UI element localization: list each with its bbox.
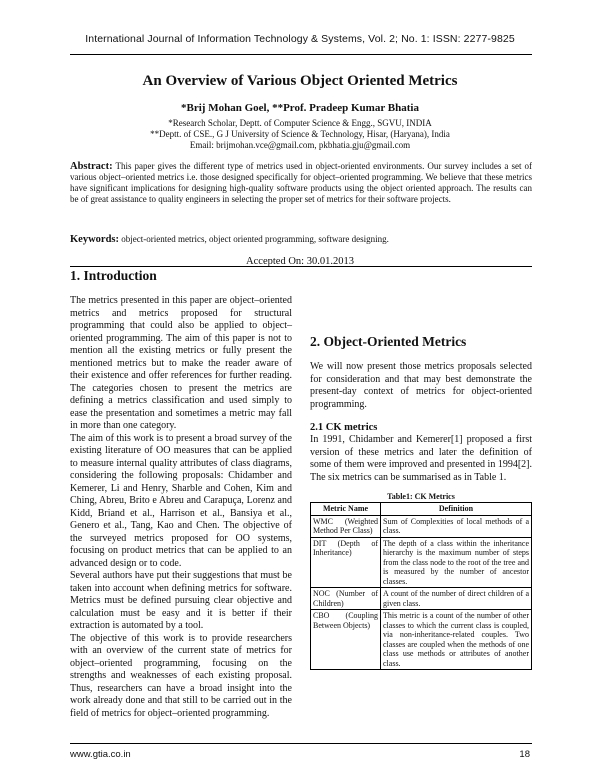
intro-heading: 1. Introduction [70, 268, 157, 283]
keywords-label: Keywords: [70, 234, 119, 245]
intro-paragraph-1: The metrics presented in this paper are object–oriented metrics and metrics proposed for structural programming that could also be applied to object–oriented programming. The aim of this paper is not to mention all the existing metrics or fully present the mentioned metrics but to make the reader aware of their existence and offer references for further reading. The categories chosen to present the metrics are defining a metrics classification and used simply to ease the presentation and sometimes a metric may fall in more than one category. [70, 295, 292, 431]
keywords-text: object-oriented metrics, object oriented programming, software designing. [119, 234, 389, 244]
table-row [311, 588, 532, 610]
table-row [311, 537, 532, 588]
table-header-definition: Definition [381, 503, 532, 516]
metric-definition-cell: A count of the number of direct children of a given class. [381, 588, 532, 610]
metric-name-cell: WMC (Weighted Method Per Class) [311, 515, 381, 537]
ck-metrics-table [310, 502, 532, 670]
metric-name-cell: CBO (Coupling Between Objects) [311, 610, 381, 670]
affiliation-2: **Deptt. of CSE., G J University of Science & Technology, Hisar, (Haryana), India [150, 129, 450, 139]
accepted-date: Accepted On: 30.01.2013 [246, 256, 354, 267]
metric-name-cell: DIT (Depth of Inheritance) [311, 537, 381, 588]
table-row [311, 515, 532, 537]
intro-paragraph-4: The objective of this work is to provide researchers with an overview of the current state of metrics for object–oriented programming, focusing on the strengths and weaknesses of each existing proposal. Thus, researchers can have a broad insight into the work already done and that still to be carried out in the field of metrics for object–oriented programming. [70, 632, 292, 719]
metric-definition-cell: This metric is a count of the number of other classes to which the current class is coupled, via non-inheritance-related couples. Two classes are coupled when the methods of one class use methods or attributes of another class. [381, 610, 532, 670]
paper-title: An Overview of Various Object Oriented Metrics [142, 73, 458, 89]
accepted-rule [70, 266, 532, 267]
metric-name-cell: NOC (Number of Children) [311, 588, 381, 610]
table-header-metric-name: Metric Name [311, 503, 381, 516]
metric-definition-cell: The depth of a class within the inheritance hierarchy is the maximum number of steps from the class node to the root of the tree and is measured by the number of ancestor classes. [381, 537, 532, 588]
header-rule [70, 54, 532, 55]
table-caption: Table1: CK Metrics [387, 492, 455, 501]
authors: *Brij Mohan Goel, **Prof. Pradeep Kumar Bhatia [181, 102, 419, 114]
abstract [70, 161, 532, 205]
author-emails: Email: brijmohan.vce@gmail.com, pkbhatia.gju@gmail.com [189, 140, 411, 150]
oo-metrics-heading: 2. Object-Oriented Metrics [310, 334, 467, 349]
footer-website: www.gtia.co.in [70, 749, 131, 760]
metric-definition-cell: Sum of Complexities of local methods of a class. [381, 515, 532, 537]
ck-metrics-heading: 2.1 CK metrics [310, 422, 378, 433]
affiliation-1: *Research Scholar, Deptt. of Computer Science & Engg., SGVU, INDIA [168, 118, 432, 128]
footer-rule [70, 743, 532, 744]
table-row [311, 610, 532, 670]
journal-header: International Journal of Information Technology & Systems, Vol. 2; No. 1: ISSN: 2277-9825 [85, 33, 515, 45]
oo-paragraph-1: We will now present those metrics proposals selected for consideration and that may best demonstrate the present-day context of metrics for object-oriented programming. [310, 361, 532, 410]
abstract-label: Abstract: [70, 161, 113, 172]
left-column [70, 268, 292, 720]
intro-paragraph-2: The aim of this work is to present a broad survey of the existing literature of OO measures that can be applied to measure internal quality attributes of class diagrams, considering the following proposals: Chidamber and Kemerer, Li and Henry, Sharble and Cohen, Kim and Ching, Abreu, Brito e Abreu and Carapuça, Lorenz and Kidd, Briand et al., Harrison et al., Bansiya et al., Genero et al., Tang, Kao and Chen. The objective of the surveyed metrics proposed for OO systems, focusing on product metrics that can be applied to an advanced design or to code. [70, 432, 292, 569]
intro-paragraph-3: Several authors have put their suggestions that must be taken into account when defining metrics for software. Metrics must be defined pursuing clear objective and calculation must be easy and it is better if their extraction is automated by a tool. [70, 570, 292, 631]
right-column [310, 268, 532, 670]
abstract-text: This paper gives the different type of metrics used in object-oriented environments. Our survey includes a set of various object–oriented metrics i.e. those designed specifically for object–oriented programming. We believe that these metrics have significant implications for designing high-quality software products using the object oriented approach. The results can be of great assistance to quality engineers in selecting the proper set of metrics for their software projects. [70, 161, 532, 204]
table-header-row [311, 503, 532, 516]
page-number: 18 [519, 749, 530, 760]
keywords [70, 234, 532, 245]
ck-paragraph-1: In 1991, Chidamber and Kemerer[1] proposed a first version of these metrics and later the definition of some of them were improved and presented in 1994[2]. The six metrics can be summarised as in Table 1. [310, 434, 532, 483]
